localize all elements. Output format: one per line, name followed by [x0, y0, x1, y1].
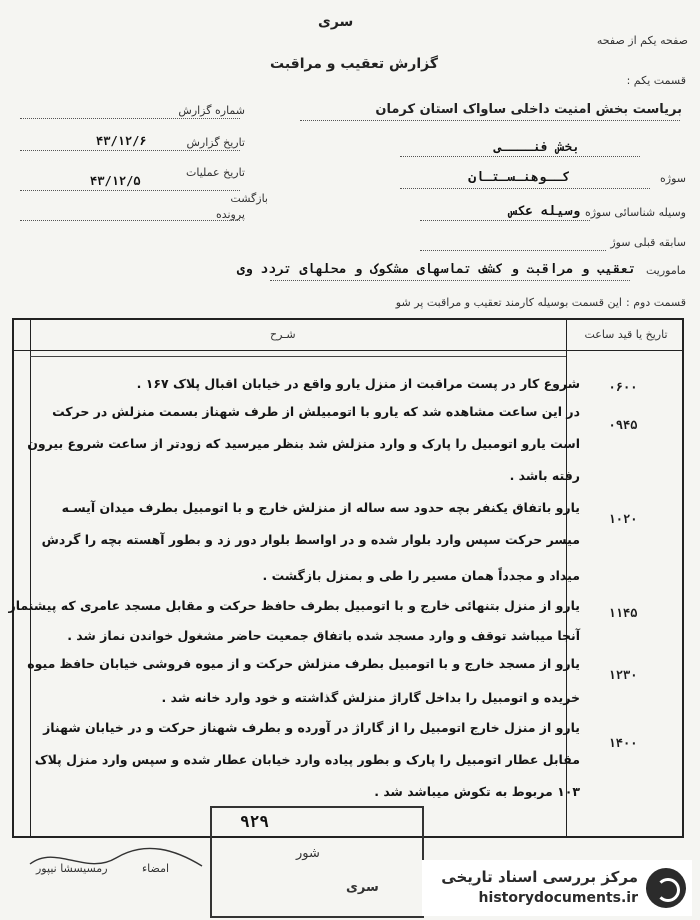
logo-title: مرکز بررسی اسناد تاریخی: [441, 868, 638, 886]
archive-logo-icon: [646, 868, 686, 908]
row-6-line-3: ۱۰۳ مربوط به تکوش میباشد شد .: [374, 784, 580, 799]
row-6-line-2: مقابل عطار اتومبیل را پارک و بطور پیاده وارد خیابان عطار شده و سپس وارد منزل پلاک: [34, 752, 580, 767]
col-desc-header: شـرح: [270, 328, 296, 341]
history-line: [420, 250, 606, 251]
identification-value: وسیله عکس: [509, 204, 580, 219]
signature-label: امضاء: [142, 862, 170, 875]
mission-label: ماموریت: [646, 264, 686, 277]
row-2-line-2: است یارو اتومبیل را پارک و وارد منزلش شد بنظر میرسید که زودتر از ساعت شروع بیرون: [27, 436, 580, 451]
report-number-line: [20, 118, 240, 119]
operation-date-value: ۴۳/۱۲/۵: [90, 174, 141, 188]
mission-line: [270, 280, 630, 281]
section-two-note: این قسمت بوسیله کارمند تعقیب و مراقبت پر شو: [395, 296, 622, 309]
identification-label: وسیله شناسائی سوژه: [584, 206, 686, 219]
row-3-line-3: میداد و مجدداً همان مسیر را طی و بمنزل بازگشت .: [262, 568, 580, 583]
row-1-time: ۰۶۰۰: [608, 380, 638, 394]
identification-line: [420, 220, 590, 221]
recipient-line: بریاست بخش امنیت داخلی ساواک استان کرمان: [375, 102, 682, 117]
row-2-line-1: در این ساعت مشاهده شد که یارو با اتومبیلش از طرف شهناز بسمت منزلش در حرکت: [52, 404, 580, 419]
mission-value: تعقیب و مراقبت و کشف تماسهای مشکوک و محلهای تردد وی: [236, 262, 636, 277]
row-2-time: ۰۹۴۵: [608, 418, 638, 432]
watermark-logo: [422, 860, 692, 916]
file-line: [20, 220, 240, 221]
file-label: پرونده: [215, 208, 245, 221]
row-6-line-1: یارو از منزل خارج اتومبیل را از گاراژ در آورده و بطرف شهناز حرکت و در خیابان شهناز: [43, 720, 580, 735]
row-2-line-3: رفته باشد .: [509, 468, 580, 483]
stamp-classification: سری: [346, 880, 379, 895]
operation-date-label: تاریخ عملیات: [186, 166, 245, 179]
stamp-number: ۹۲۹: [240, 812, 269, 831]
row-6-time: ۱۴۰۰: [608, 736, 638, 750]
subject-line: [400, 188, 650, 189]
row-3-time: ۱۰۲۰: [608, 512, 638, 526]
classification-label: سری: [318, 14, 354, 30]
section-two-label: قسمت دوم :: [626, 296, 686, 309]
row-3-line-1: یارو باتفاق یکنفر بچه حدود سه ساله از منزلش خارج و با اتومبیل بطرف میدان آیسـه: [61, 500, 580, 515]
page-info: صفحه یکم از صفحه: [596, 34, 688, 47]
subject-label: سوژه: [660, 172, 686, 185]
row-5-line-1: یارو از مسجد خارج و با اتومبیل بطرف منزلش حرکت و از میوه فروشی خیابان حافظ میوه: [27, 656, 580, 671]
logo-url: historydocuments.ir: [478, 890, 638, 906]
section-line: [400, 156, 640, 157]
report-date-label: تاریخ گزارش: [186, 136, 245, 149]
stamp-text: شور: [296, 846, 320, 861]
row-4-line-1: یارو از منزل بتنهائی خارج و با اتومبیل بطرف حافظ حرکت و مقابل مسجد عامری که پیشنماز: [8, 598, 580, 613]
row-5-line-2: خریده و اتومبیل را بداخل گاراژ منزلش گذاشته و خود وارد خانه شد .: [161, 690, 580, 705]
report-date-value: ۴۳/۱۲/۶: [96, 134, 147, 148]
section-one-label: قسمت یکم :: [626, 74, 686, 87]
document-title: گزارش تعقیب و مراقبت: [270, 56, 438, 72]
signature-name: رمسيسشا نیپور: [36, 862, 108, 875]
return-label: بازگشت: [230, 192, 268, 205]
recipient-underline: [300, 120, 680, 121]
history-label: سابقه قبلی سوژ: [610, 236, 686, 249]
operation-date-line: [20, 190, 240, 191]
row-1-line-1: شروع کار در پست مراقبت از منزل یارو واقع در خیابان اقبال پلاک ۱۶۷ .: [136, 376, 580, 391]
row-4-line-2: آنجا میباشد توقف و وارد مسجد شده باتفاق جمعیت حاضر مشغول خواندن نماز شد .: [67, 628, 580, 643]
row-4-time: ۱۱۴۵: [608, 606, 638, 620]
row-3-line-2: میسر حرکت سپس وارد بلوار شده و در اواسط بلوار دور زد و بطور آهسته بچه را گردش: [41, 532, 580, 547]
table-header-rule-inner: [30, 356, 566, 357]
section-value: بخش فنــــی: [493, 140, 580, 155]
signature-scribble: [26, 840, 206, 880]
table-header-rule: [12, 350, 684, 351]
row-5-time: ۱۲۳۰: [608, 668, 638, 682]
table-divider-margin: [30, 318, 31, 838]
subject-value: کــوهنـسـتـان: [468, 170, 570, 185]
report-number-label: شماره گزارش: [178, 104, 245, 117]
col-time-header: تاریخ یا قید ساعت: [584, 328, 668, 341]
report-date-line: [20, 150, 240, 151]
